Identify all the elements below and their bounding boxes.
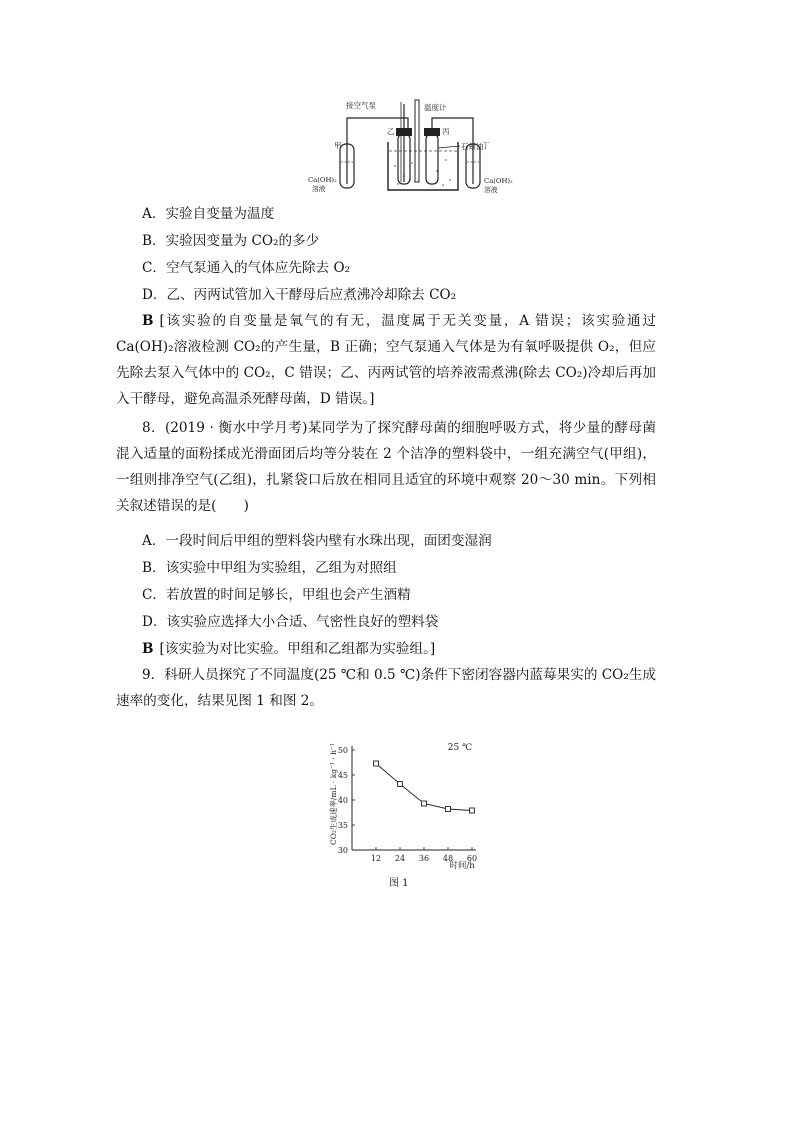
data-point-12: [374, 761, 379, 766]
y-tick-label-35: 35: [337, 821, 348, 830]
q8-option-b: B．该实验中甲组为实验组，乙组为对照组: [142, 560, 397, 576]
label-paraffin: 石蜡油: [461, 142, 484, 151]
chart-caption: 图 1: [389, 878, 409, 889]
q8-option-a: A．一段时间后甲组的塑料袋内壁有水珠出现，面团变湿润: [142, 533, 492, 549]
chart-xlabel: 时间/h: [449, 861, 475, 871]
label-pump: 接空气泵: [346, 101, 376, 110]
q8-explanation-text: [该实验为对比实验。甲组和乙组都为实验组。]: [159, 641, 436, 657]
label-tube-jia: 甲: [334, 141, 342, 150]
pipe-left: [347, 118, 408, 184]
q8-stem: 8．(2019 · 衡水中学月考)某同学为了探究酵母菌的细胞呼吸方式，将少量的酵母菌混入适量的面粉揉成光滑面团后均等分装在 2 个洁净的塑料袋中，一组充满空气(甲组)，一组则排净空气(乙组)，扎紧袋口后放在相同且适宜的环境中观察 20～30 min。下列相关叙述错误的是( ): [116, 420, 656, 514]
chart-title: 25 ℃: [447, 743, 473, 753]
label-solution-left-2: 溶液: [312, 185, 326, 193]
q8-answer: B: [142, 641, 154, 657]
data-point-24: [398, 782, 403, 787]
q7-answer: B: [142, 313, 154, 329]
label-tube-yi: 乙: [387, 127, 395, 136]
tube-bing: [426, 134, 438, 184]
q7-option-a: A．实验自变量为温度: [142, 206, 275, 222]
q7-option-c: C．空气泵通入的气体应先除去 O₂: [142, 260, 351, 276]
q7-option-b: B．实验因变量为 CO₂的多少: [142, 233, 320, 249]
x-tick-label-48: 48: [442, 854, 454, 863]
label-tube-ding: 丁: [482, 141, 490, 150]
data-point-36: [422, 801, 427, 806]
y-tick-label-45: 45: [337, 771, 348, 780]
label-tube-bing: 丙: [442, 127, 450, 136]
co2-rate-chart: [318, 722, 488, 872]
label-solution-left-1: Ca(OH)₂: [308, 176, 337, 184]
data-point-48: [446, 807, 451, 812]
label-solution-right-1: Ca(OH)₂: [484, 177, 513, 185]
q7-explanation: [116, 308, 656, 412]
label-solution-right-2: 溶液: [484, 186, 498, 194]
y-tick-label-50: 50: [337, 746, 348, 755]
thermometer: [415, 100, 419, 182]
q9-stem: 9．科研人员探究了不同温度(25 ℃和 0.5 ℃)条件下密闭容器内蓝莓果实的 CO₂生成速率的变化，结果见图 1 和图 2。: [116, 667, 656, 709]
y-tick-label-40: 40: [337, 796, 348, 805]
q8-option-d: D．该实验应选择大小合适、气密性良好的塑料袋: [142, 614, 439, 630]
y-tick-label-30: 30: [337, 846, 348, 855]
x-tick-label-24: 24: [394, 854, 406, 863]
x-tick-label-36: 36: [418, 854, 430, 863]
x-tick-label-60: 60: [466, 854, 478, 863]
chart-ylabel: CO₂生成速率/mL · kg⁻¹ · h⁻¹: [329, 743, 338, 845]
x-tick-label-12: 12: [370, 854, 382, 863]
q7-option-d: D．乙、丙两试管加入干酵母后应煮沸冷却除去 CO₂: [142, 287, 457, 303]
q7-explanation-text: [该实验的自变量是氧气的有无，温度属于无关变量，A 错误；该实验通过 Ca(OH)₂溶液检测 CO₂的产生量，B 正确；空气泵通入气体是为有氧呼吸提供 O₂，但应先除去泵入气体中的 CO₂，C 错误；乙、丙两试管的培养液需煮沸(除去 CO₂)冷却后再加入干酵母，避免高温杀死酵母菌，D 错误。]: [116, 313, 656, 407]
label-thermometer: 温度计: [424, 103, 447, 112]
data-point-60: [470, 808, 475, 813]
q8-explanation: [116, 636, 656, 662]
q8-option-c: C．若放置的时间足够长，甲组也会产生酒精: [142, 587, 411, 603]
apparatus-diagram: [300, 96, 540, 196]
